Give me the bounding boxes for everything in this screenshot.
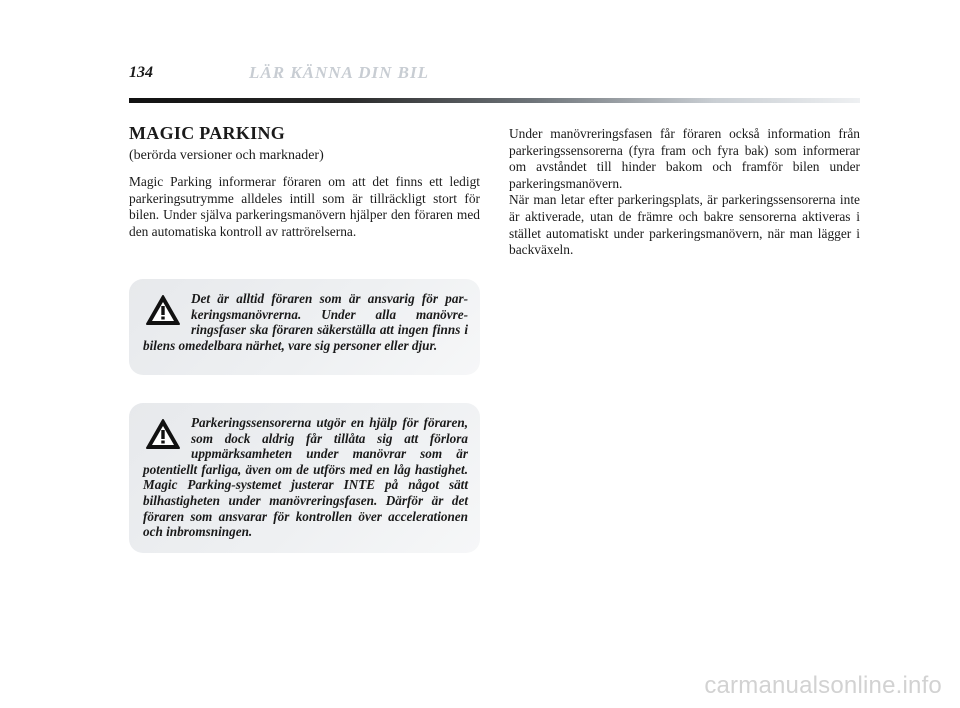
page-number: 134 <box>129 64 153 81</box>
warning-text: Parkeringssensorerna utgör en hjälp för föraren, som dock aldrig får tillåta sig att förlora uppmärksamheten under manövrar som är potentiellt farliga, även om de utförs med en låg hastighet. Magic Parking-systemet justerar INTE på något sätt bilhastigheten under manövreringsfasen. Därför är det föraren som ansvarar för kontrollen över accelerationen och inbromsningen. <box>143 415 468 540</box>
right-paragraph-1: Under manövreringsfasen får föraren också information från parkeringssensorerna (fyra fram och fyra bak) som informerar om avståndet till hinder bakom och framför bilen under parkeringsmanövern. <box>509 126 860 191</box>
section-title: MAGIC PARKING <box>129 123 286 143</box>
warning-text: Det är alltid föraren som är ansvarig för parkeringsmanövrerna. Under alla manövreringsfaser ska föraren säkerställa att ingen finns i bilens omedelbara närhet, vare sig personer eller djur. <box>143 291 468 353</box>
warning-box-sensors <box>129 403 480 553</box>
right-column <box>509 126 860 259</box>
warning-box-responsibility <box>129 279 480 375</box>
warning-triangle-icon <box>145 294 181 326</box>
chapter-title: LÄR KÄNNA DIN BIL <box>249 63 429 82</box>
section-subtitle: (berörda versioner och marknader) <box>129 148 324 163</box>
right-paragraph-2: När man letar efter parkeringsplats, är parkeringssensorerna inte är aktiverade, utan de främre och bakre sensorerna aktiveras i stället automatiskt under parkeringsmanövern, när man lägger i backväxeln. <box>509 192 860 258</box>
watermark: carmanualsonline.info <box>704 672 942 699</box>
warning-triangle-icon <box>145 418 181 450</box>
left-column <box>129 121 480 240</box>
header-rule <box>129 98 860 103</box>
intro-paragraph: Magic Parking informerar föraren om att det finns ett ledigt parkeringsutrymme alldeles intill som är tillräckligt stort för bilen. Under själva parkeringsmanövern hjälper den föraren med den automatiska kontroll av rattrörelserna. <box>129 174 480 239</box>
